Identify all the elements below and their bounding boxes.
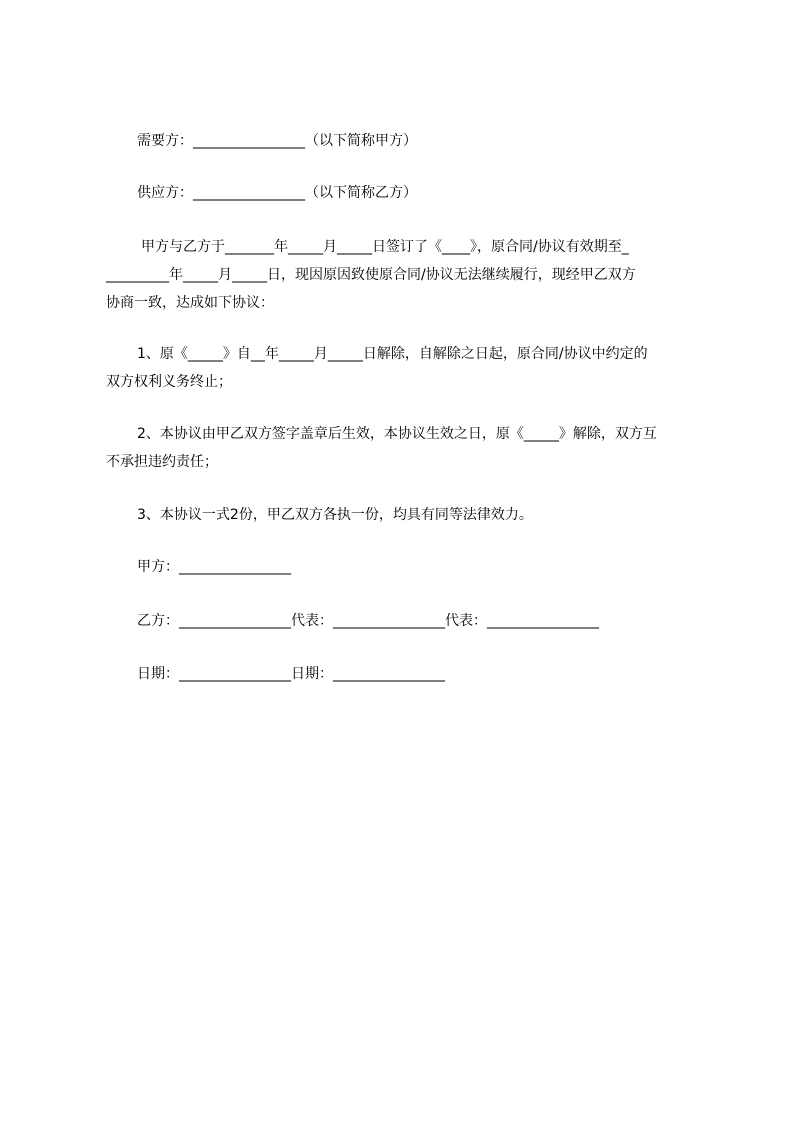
clause-2-line-2: 不承担违约责任； bbox=[106, 454, 218, 470]
clause-1-line-2: 双方权利义务终止； bbox=[106, 374, 232, 390]
clause-2-line-1: 2、本协议由甲乙双方签字盖章后生效，本协议生效之日，原《_____》解除，双方互 bbox=[137, 426, 657, 442]
supply-party-line: 供应方：________________（以下简称乙方） bbox=[137, 185, 417, 201]
signature-dates: 日期：________________日期：________________ bbox=[137, 666, 445, 682]
intro-line-3: 协商一致，达成如下协议： bbox=[106, 295, 274, 311]
demand-party-line: 需要方：________________（以下简称甲方） bbox=[137, 133, 417, 149]
signature-party-b: 乙方：________________代表：________________代表：________________ bbox=[137, 613, 599, 629]
intro-line-2: _________年_____月_____日，现因原因致使原合同/协议无法继续履行，现经甲乙双方 bbox=[106, 267, 636, 283]
intro-line-1: 甲方与乙方于_______年_____月_____日签订了《____》，原合同/协议有效期至_ bbox=[141, 239, 629, 255]
clause-3-line: 3、本协议一式2份，甲乙双方各执一份，均具有同等法律效力。 bbox=[137, 507, 533, 523]
signature-party-a: 甲方：________________ bbox=[137, 559, 291, 575]
clause-1-line-1: 1、原《_____》自__年_____月_____日解除，自解除之日起，原合同/协议中约定的 bbox=[137, 346, 648, 362]
